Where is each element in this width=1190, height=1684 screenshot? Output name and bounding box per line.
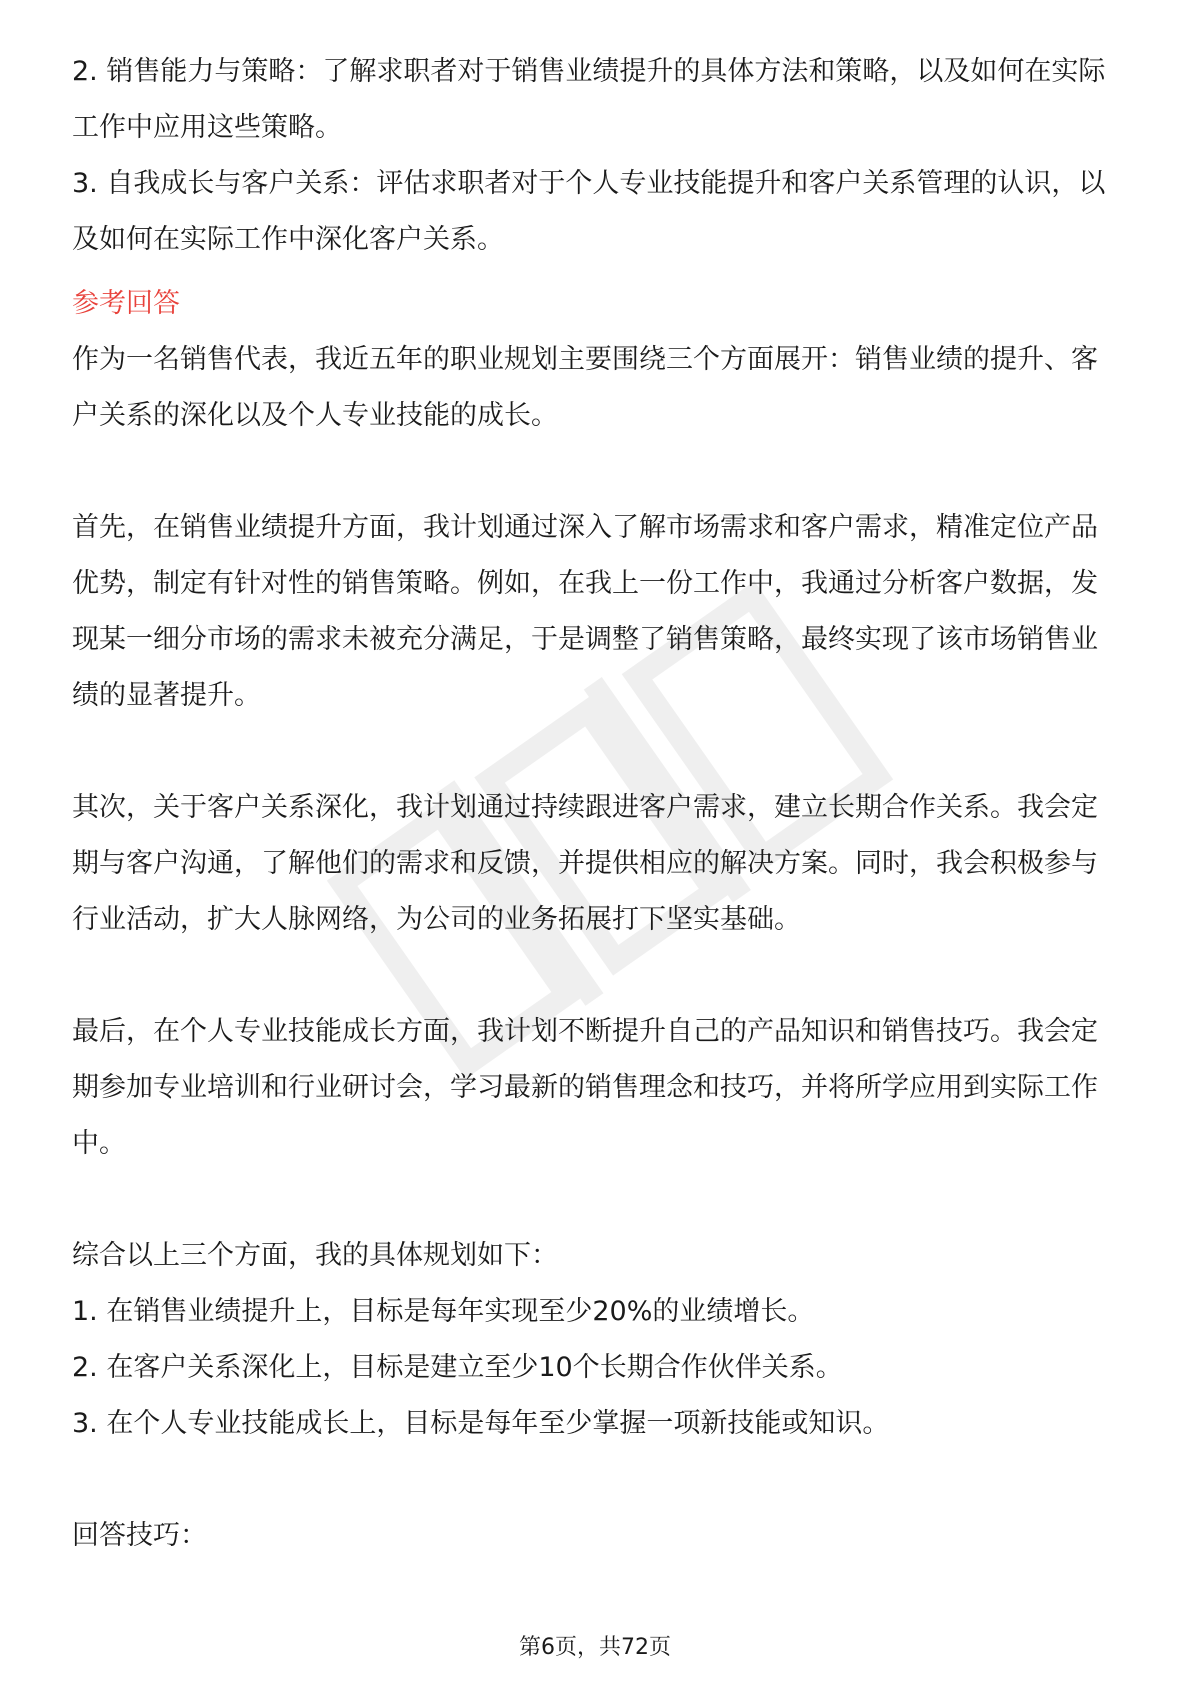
summary-intro: 综合以上三个方面，我的具体规划如下：: [72, 1240, 558, 1271]
answer-paragraph-second: 其次，关于客户关系深化，我计划通过持续跟进客户需求，建立长期合作关系。我会定期与客户沟通，了解他们的需求和反馈，并提供相应的解决方案。同时，我会积极参与行业活动，扩大人脉网络，为公司的业务拓展打下坚实基础。: [72, 792, 1098, 935]
intro-point-2: 2. 销售能力与策略：了解求职者对于销售业绩提升的具体方法和策略，以及如何在实际工作中应用这些策略。: [72, 56, 1106, 143]
tips-heading: 回答技巧：: [72, 1520, 207, 1551]
answer-paragraph-last: 最后，在个人专业技能成长方面，我计划不断提升自己的产品知识和销售技巧。我会定期参加专业培训和行业研讨会，学习最新的销售理念和技巧，并将所学应用到实际工作中。: [72, 1016, 1098, 1159]
summary-point-2: 2. 在客户关系深化上，目标是建立至少10个长期合作伙伴关系。: [72, 1352, 843, 1383]
document-body: [72, 44, 1122, 1564]
page-footer: 第6页，共72页: [519, 1635, 671, 1660]
summary-point-3: 3. 在个人专业技能成长上，目标是每年至少掌握一项新技能或知识。: [72, 1408, 890, 1439]
answer-paragraph-first: 首先，在销售业绩提升方面，我计划通过深入了解市场需求和客户需求，精准定位产品优势，制定有针对性的销售策略。例如，在我上一份工作中，我通过分析客户数据，发现某一细分市场的需求未被充分满足，于是调整了销售策略，最终实现了该市场销售业绩的显著提升。: [72, 512, 1098, 711]
summary-point-1: 1. 在销售业绩提升上，目标是每年实现至少20%的业绩增长。: [72, 1296, 815, 1327]
reference-answer-heading: 参考回答: [72, 288, 180, 319]
intro-point-3: 3. 自我成长与客户关系：评估求职者对于个人专业技能提升和客户关系管理的认识，以及如何在实际工作中深化客户关系。: [72, 168, 1106, 255]
answer-paragraph-intro: 作为一名销售代表，我近五年的职业规划主要围绕三个方面展开：销售业绩的提升、客户关系的深化以及个人专业技能的成长。: [72, 344, 1098, 431]
